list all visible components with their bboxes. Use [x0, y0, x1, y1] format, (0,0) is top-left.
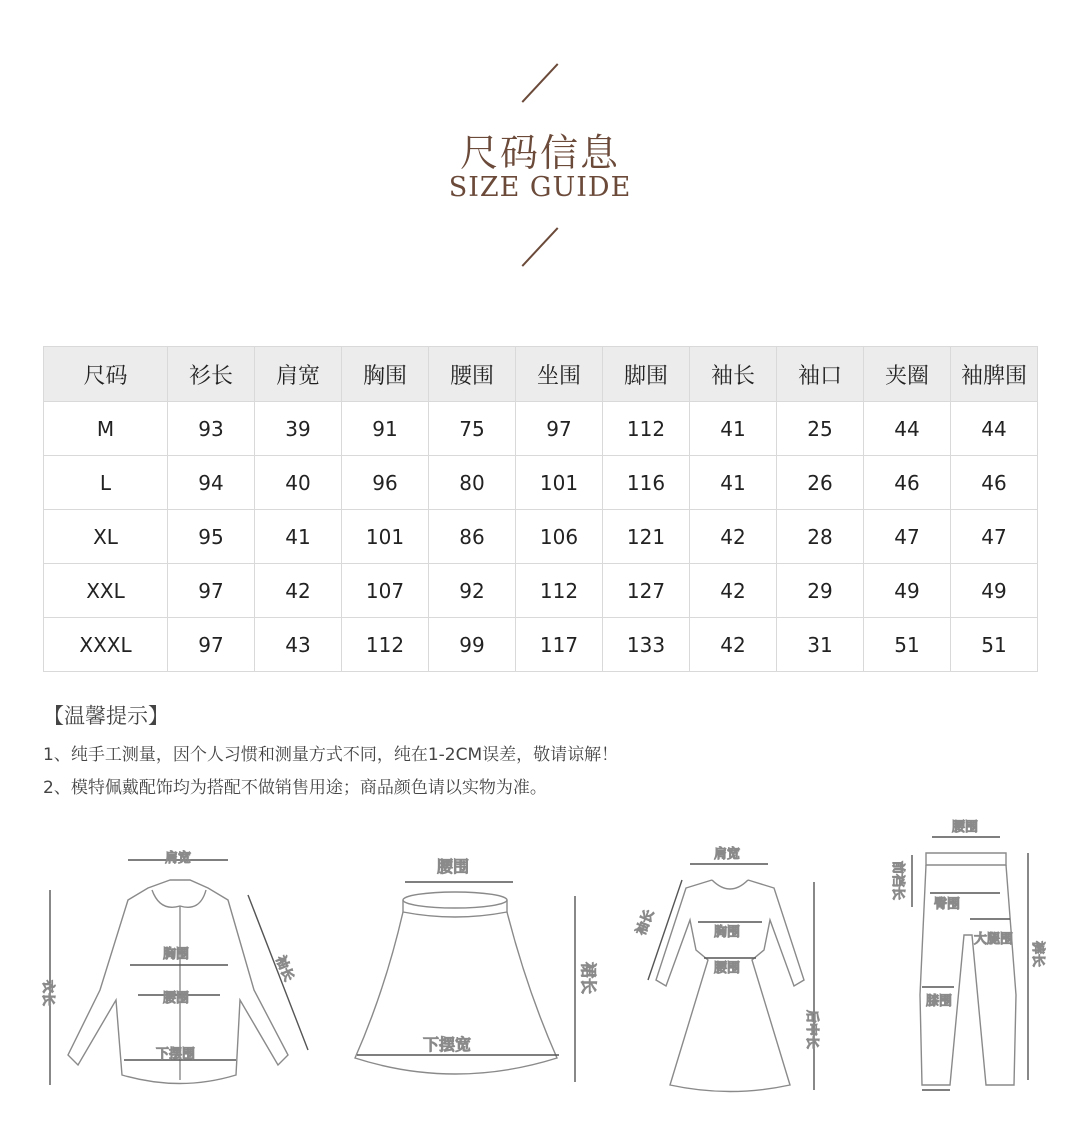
table-cell: 112: [516, 564, 603, 618]
table-cell: 116: [603, 456, 690, 510]
table-cell: 106: [516, 510, 603, 564]
table-row: [44, 618, 1038, 672]
table-cell: 86: [429, 510, 516, 564]
table-cell: 80: [429, 456, 516, 510]
header-waist: 腰围: [429, 347, 516, 402]
table-row: [44, 456, 1038, 510]
pants-hip-label: 臀围: [934, 897, 961, 912]
skirt-length-label: 裙长: [579, 962, 598, 995]
tip-line-1: 1、纯手工测量，因个人习惯和测量方式不同，纯在1-2CM误差，敬请谅解！: [43, 745, 619, 765]
skirt-waist-label: 腰围: [437, 857, 470, 876]
table-cell: 39: [255, 402, 342, 456]
table-cell: 94: [168, 456, 255, 510]
shirt-waist-label: 腰围: [163, 991, 190, 1006]
dress-diagram: [630, 840, 830, 1100]
tips-section: [43, 700, 618, 806]
table-cell: 107: [342, 564, 429, 618]
pants-diagram: [878, 815, 1048, 1100]
header-upper-arm: 袖脾围: [951, 347, 1038, 402]
table-cell: 41: [690, 402, 777, 456]
table-cell: 28: [777, 510, 864, 564]
shirt-shoulder-label: 肩宽: [165, 851, 192, 866]
table-cell: 44: [864, 402, 951, 456]
table-cell: 25: [777, 402, 864, 456]
table-cell: 97: [168, 618, 255, 672]
skirt-hem-label: 下摆宽: [423, 1035, 472, 1054]
table-cell: 42: [690, 564, 777, 618]
table-cell: 51: [951, 618, 1038, 672]
table-cell: 101: [516, 456, 603, 510]
pants-knee-label: 膝围: [926, 994, 953, 1009]
table-cell: 117: [516, 618, 603, 672]
tips-title: 【温馨提示】: [43, 704, 169, 728]
table-cell: 75: [429, 402, 516, 456]
header-shoulder: 肩宽: [255, 347, 342, 402]
table-cell: 51: [864, 618, 951, 672]
table-cell: 112: [342, 618, 429, 672]
table-cell: 31: [777, 618, 864, 672]
table-cell: 40: [255, 456, 342, 510]
shirt-diagram: [40, 840, 320, 1100]
table-header-row: [44, 347, 1038, 402]
header-length: 衫长: [168, 347, 255, 402]
dress-sleeve-label: 袖长: [633, 907, 658, 938]
decor-slash-bottom: [522, 227, 559, 266]
header-armhole: 夹圈: [864, 347, 951, 402]
table-cell: 47: [864, 510, 951, 564]
pants-length-label: 裤长: [1030, 941, 1045, 968]
table-cell: 93: [168, 402, 255, 456]
dress-chest-label: 胸围: [714, 925, 741, 940]
table-row: [44, 564, 1038, 618]
table-cell: 29: [777, 564, 864, 618]
table-cell: M: [44, 402, 168, 456]
table-cell: 46: [864, 456, 951, 510]
table-cell: 49: [951, 564, 1038, 618]
header-hem: 脚围: [603, 347, 690, 402]
header-hip: 坐围: [516, 347, 603, 402]
table-cell: 133: [603, 618, 690, 672]
table-cell: 41: [690, 456, 777, 510]
table-cell: 97: [168, 564, 255, 618]
page-title-en: SIZE GUIDE: [448, 172, 632, 203]
header-cuff: 袖口: [777, 347, 864, 402]
table-cell: 95: [168, 510, 255, 564]
shirt-chest-label: 胸围: [163, 947, 190, 962]
table-cell: 91: [342, 402, 429, 456]
shirt-hem-label: 下摆围: [156, 1047, 196, 1062]
table-cell: XXXL: [44, 618, 168, 672]
table-cell: 92: [429, 564, 516, 618]
table-cell: 26: [777, 456, 864, 510]
table-cell: 97: [516, 402, 603, 456]
pants-thigh-label: 大腿围: [974, 932, 1014, 947]
pants-waist-label: 腰围: [952, 820, 979, 835]
table-cell: 43: [255, 618, 342, 672]
table-cell: L: [44, 456, 168, 510]
skirt-diagram: [345, 850, 598, 1100]
table-cell: XXL: [44, 564, 168, 618]
table-cell: 47: [951, 510, 1038, 564]
table-row: [44, 510, 1038, 564]
table-cell: 44: [951, 402, 1038, 456]
table-cell: 49: [864, 564, 951, 618]
page-title-zh: 尺码信息: [459, 131, 620, 175]
table-cell: 42: [255, 564, 342, 618]
table-cell: 96: [342, 456, 429, 510]
table-cell: XL: [44, 510, 168, 564]
table-cell: 121: [603, 510, 690, 564]
tip-line-2: 2、模特佩戴配饰均为搭配不做销售用途；商品颜色请以实物为准。: [43, 778, 547, 798]
table-cell: 127: [603, 564, 690, 618]
table-cell: 42: [690, 618, 777, 672]
shirt-length-label: 衣长: [40, 980, 55, 1007]
size-table: [43, 346, 1038, 672]
pants-rise-label: 前裆长: [890, 861, 905, 901]
table-cell: 101: [342, 510, 429, 564]
table-cell: 112: [603, 402, 690, 456]
header-size: 尺码: [44, 347, 168, 402]
dress-length-label: 后中长: [804, 1010, 819, 1050]
shirt-sleeve-label: 袖长: [272, 953, 296, 984]
header-chest: 胸围: [342, 347, 429, 402]
table-cell: 41: [255, 510, 342, 564]
dress-shoulder-label: 肩宽: [714, 847, 741, 862]
dress-waist-label: 腰围: [714, 961, 741, 976]
table-row: [44, 402, 1038, 456]
decor-slash-top: [522, 63, 559, 102]
table-cell: 99: [429, 618, 516, 672]
table-cell: 42: [690, 510, 777, 564]
table-cell: 46: [951, 456, 1038, 510]
header-sleeve-length: 袖长: [690, 347, 777, 402]
